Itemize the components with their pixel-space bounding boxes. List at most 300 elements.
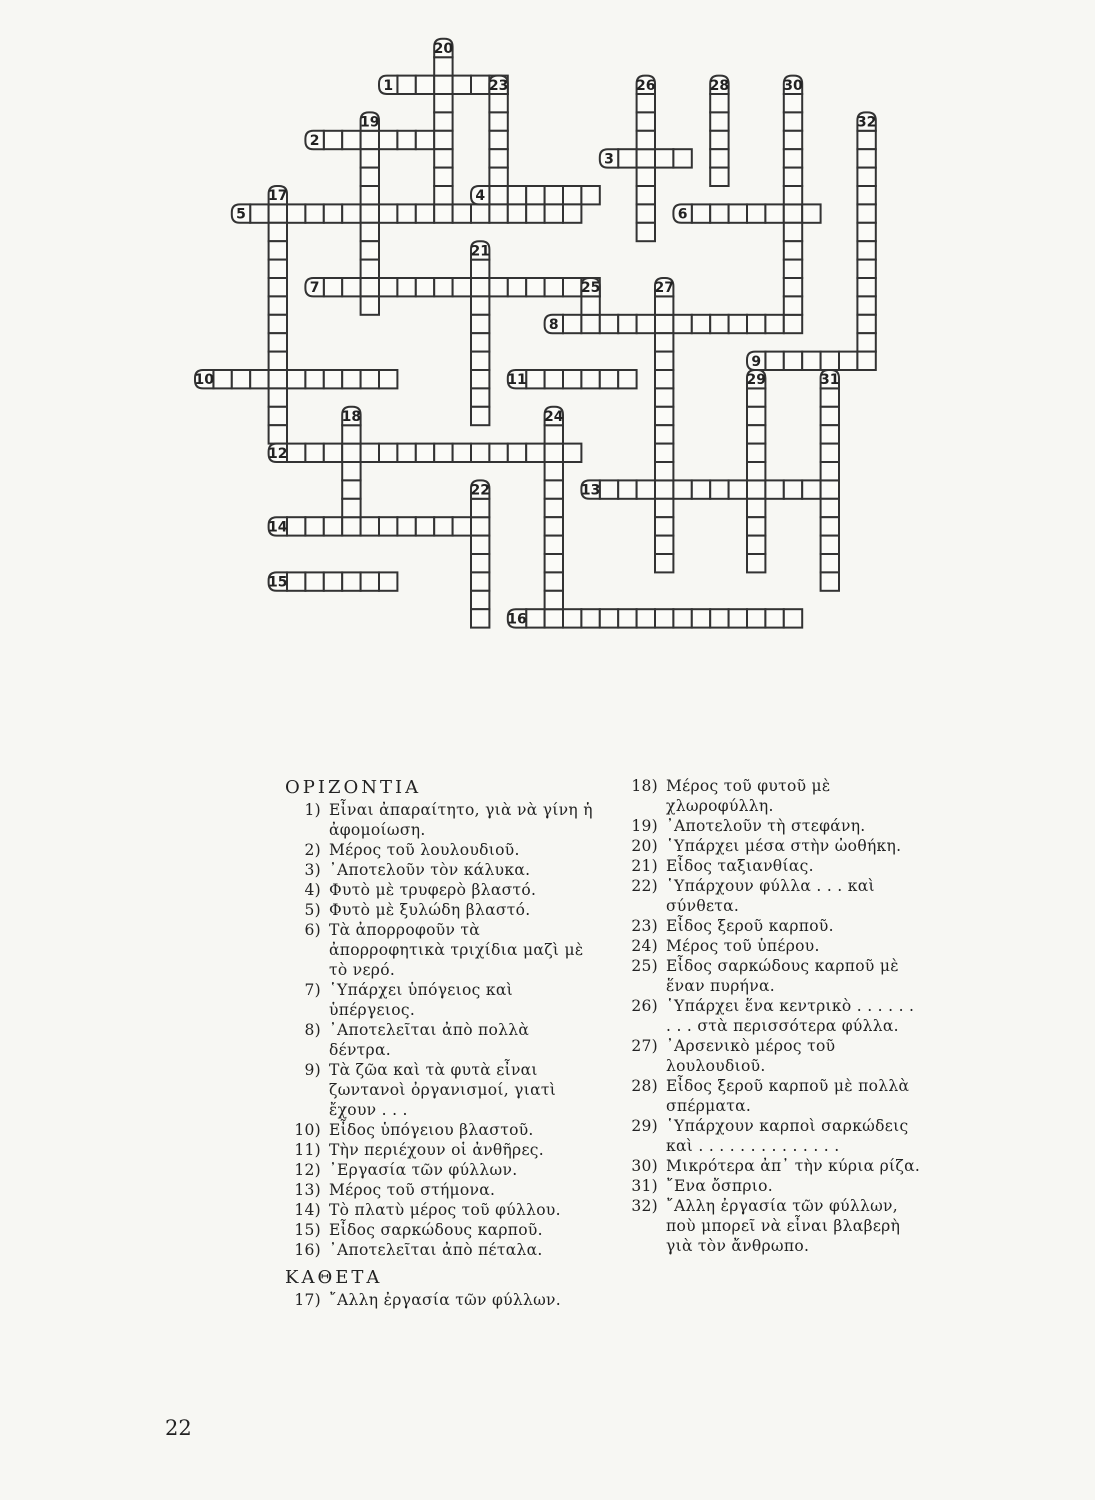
grid-cell <box>269 296 287 314</box>
clue-item <box>622 936 922 956</box>
grid-cell <box>471 444 489 462</box>
marker-number: 16 <box>507 611 527 628</box>
grid-cell <box>471 517 489 535</box>
clue-text: ᾿Εργασία τῶν φύλλων. <box>329 1161 518 1179</box>
grid-cell <box>361 260 379 278</box>
grid-cell <box>324 204 342 222</box>
grid-cell <box>692 315 710 333</box>
grid-cell <box>710 204 728 222</box>
grid-cell <box>269 278 287 296</box>
grid-cell <box>269 241 287 259</box>
grid-cell <box>305 370 323 388</box>
clue-number: 9) <box>304 1061 321 1079</box>
grid-cell <box>361 131 379 149</box>
grid-cell <box>655 480 673 498</box>
grid-cell <box>784 112 802 130</box>
grid-cell <box>821 554 839 572</box>
grid-cell <box>471 204 489 222</box>
clue-text: ῎Αλλη ἐργασία τῶν φύλλων, ποὺ μπορεῖ νὰ εἶναι βλαβερὴ γιὰ τὸν ἄνθρωπο. <box>666 1197 901 1255</box>
grid-cell <box>729 480 747 498</box>
clue-text: Εἶδος ξεροῦ καρποῦ. <box>666 917 834 935</box>
grid-cell <box>618 315 636 333</box>
clue-item <box>285 1140 595 1160</box>
grid-cell <box>526 609 544 627</box>
grid-cell <box>600 609 618 627</box>
grid-cell <box>545 517 563 535</box>
grid-cell <box>397 204 415 222</box>
marker-number: 30 <box>783 77 803 94</box>
grid-cell <box>857 131 875 149</box>
grid-cell <box>269 260 287 278</box>
grid-cell <box>508 186 526 204</box>
grid-cell <box>673 315 691 333</box>
marker-number: 31 <box>820 372 840 389</box>
grid-cell <box>489 131 507 149</box>
grid-cell <box>471 388 489 406</box>
marker-number: 9 <box>751 353 762 370</box>
grid-cell <box>655 462 673 480</box>
grid-cell <box>434 57 452 75</box>
grid-cell <box>784 315 802 333</box>
clue-number-marker-29 <box>746 370 765 388</box>
clue-text: Μέρος τοῦ φυτοῦ μὲ χλωροφύλλη. <box>666 777 831 815</box>
clue-number: 17) <box>294 1291 321 1309</box>
clue-number-marker-5 <box>232 204 250 222</box>
grid-cell <box>857 186 875 204</box>
grid-cell <box>397 131 415 149</box>
grid-cell <box>379 204 397 222</box>
grid-cell <box>324 131 342 149</box>
grid-cell <box>784 223 802 241</box>
clue-number: 29) <box>631 1117 658 1135</box>
clue-item <box>285 1240 595 1260</box>
clue-number: 15) <box>294 1221 321 1239</box>
marker-number: 12 <box>268 445 288 462</box>
grid-cell <box>692 204 710 222</box>
clue-number: 32) <box>631 1197 658 1215</box>
grid-cell <box>563 186 581 204</box>
grid-cell <box>305 517 323 535</box>
clue-number: 16) <box>294 1241 321 1259</box>
grid-cell <box>269 370 287 388</box>
grid-cell <box>342 131 360 149</box>
marker-number: 4 <box>475 188 486 205</box>
grid-cell <box>821 499 839 517</box>
clue-number-marker-15 <box>268 572 287 590</box>
grid-cell <box>471 554 489 572</box>
grid-cell <box>453 278 471 296</box>
grid-cell <box>379 444 397 462</box>
clue-number: 4) <box>304 881 321 899</box>
marker-number: 13 <box>580 482 601 499</box>
grid-cell <box>379 370 397 388</box>
clue-text: Εἶδος ὑπόγειου βλαστοῦ. <box>329 1121 534 1139</box>
clue-number-marker-18 <box>342 407 361 425</box>
grid-cell <box>747 388 765 406</box>
grid-cell <box>784 241 802 259</box>
grid-cell <box>342 444 360 462</box>
grid-cell <box>324 572 342 590</box>
grid-cell <box>600 315 618 333</box>
clue-number: 26) <box>631 997 658 1015</box>
clue-text: ᾿Αρσενικὸ μέρος τοῦ λουλουδιοῦ. <box>666 1037 836 1075</box>
marker-number: 24 <box>544 409 564 425</box>
grid-cell <box>545 572 563 590</box>
clue-17 <box>285 1290 595 1310</box>
grid-cell <box>471 370 489 388</box>
marker-number: 25 <box>580 280 601 297</box>
clue-item <box>285 800 595 840</box>
grid-cell <box>618 609 636 627</box>
clue-item <box>285 1200 595 1220</box>
grid-cell <box>361 186 379 204</box>
grid-cell <box>600 370 618 388</box>
clue-number: 20) <box>631 837 658 855</box>
clue-number-marker-2 <box>305 131 323 149</box>
marker-number: 11 <box>507 372 527 389</box>
grid-cell <box>545 554 563 572</box>
clue-number-marker-32 <box>857 112 876 130</box>
grid-cell <box>747 517 765 535</box>
grid-cell <box>342 462 360 480</box>
clue-text: Τὴν περιέχουν οἱ ἀνθῆρες. <box>329 1141 545 1159</box>
grid-cell <box>361 241 379 259</box>
grid-cell <box>710 131 728 149</box>
grid-cell <box>673 609 691 627</box>
clue-number-marker-3 <box>600 149 618 167</box>
grid-cell <box>434 149 452 167</box>
clue-text: Μέρος τοῦ ὑπέρου. <box>666 937 820 955</box>
grid-cell <box>269 315 287 333</box>
grid-cell <box>269 223 287 241</box>
marker-number: 27 <box>654 280 674 297</box>
grid-cell <box>361 444 379 462</box>
grid-cell <box>784 278 802 296</box>
grid-cell <box>655 425 673 443</box>
grid-cell <box>655 352 673 370</box>
grid-cell <box>508 204 526 222</box>
grid-cell <box>379 131 397 149</box>
marker-number: 6 <box>677 206 688 223</box>
grid-cell <box>637 204 655 222</box>
grid-cell <box>765 315 783 333</box>
grid-cell <box>434 112 452 130</box>
grid-cell <box>655 609 673 627</box>
clue-number: 10) <box>294 1121 321 1139</box>
clue-item <box>622 956 922 996</box>
grid-cell <box>397 444 415 462</box>
grid-cell <box>581 296 599 314</box>
grid-cell <box>710 168 728 186</box>
clue-number-marker-16 <box>507 609 526 627</box>
grid-cell <box>729 609 747 627</box>
grid-cell <box>784 149 802 167</box>
clue-number-marker-20 <box>434 39 454 57</box>
grid-cell <box>545 480 563 498</box>
clue-number-marker-26 <box>636 76 655 94</box>
grid-cell <box>545 536 563 554</box>
grid-cell <box>857 352 875 370</box>
clue-number-marker-9 <box>747 352 765 370</box>
grid-cell <box>710 112 728 130</box>
clue-text: Εἶδος σαρκώδους καρποῦ. <box>329 1221 543 1239</box>
marker-number: 18 <box>341 409 362 425</box>
clue-number-marker-6 <box>673 204 691 222</box>
clue-item <box>622 1116 922 1156</box>
clue-text: ῾Υπάρχει ὑπόγειος καὶ ὑπέργειος. <box>329 981 513 1019</box>
grid-cell <box>821 444 839 462</box>
grid-cell <box>489 168 507 186</box>
grid-cell <box>471 407 489 425</box>
grid-cell <box>655 388 673 406</box>
clue-item <box>285 1220 595 1240</box>
grid-cell <box>821 407 839 425</box>
grid-cell <box>434 76 452 94</box>
grid-cell <box>324 517 342 535</box>
clue-text: ῾Υπάρχουν καρποὶ σαρκώδεις καὶ . . . . . . . . . . . . . . <box>666 1117 909 1155</box>
grid-cell <box>361 149 379 167</box>
grid-cell <box>545 444 563 462</box>
clue-number: 24) <box>631 937 658 955</box>
marker-number: 21 <box>470 243 490 260</box>
grid-cell <box>618 149 636 167</box>
clue-text: ῾Υπάρχει ἕνα κεντρικὸ . . . . . . . . . στὰ περισσότερα φύλλα. <box>666 997 915 1035</box>
grid-cell <box>563 609 581 627</box>
grid-cell <box>545 278 563 296</box>
grid-cell <box>784 296 802 314</box>
grid-cell <box>526 204 544 222</box>
clue-number: 11) <box>294 1141 321 1159</box>
clue-text: Εἶδος σαρκώδους καρποῦ μὲ ἕναν πυρήνα. <box>666 957 899 995</box>
grid-cell <box>545 609 563 627</box>
grid-cell <box>747 499 765 517</box>
grid-cell <box>581 186 599 204</box>
grid-cell <box>305 572 323 590</box>
grid-cell <box>784 609 802 627</box>
grid-cell <box>637 186 655 204</box>
clue-text: Τὰ ζῶα καὶ τὰ φυτὰ εἶναι ζωντανοὶ ὀργανισμοί, γιατὶ ἔχουν . . . <box>329 1061 557 1119</box>
marker-number: 10 <box>194 372 214 389</box>
grid-cell <box>342 204 360 222</box>
grid-cell <box>857 333 875 351</box>
grid-cell <box>361 278 379 296</box>
grid-cell <box>471 278 489 296</box>
grid-cell <box>324 278 342 296</box>
grid-cell <box>489 149 507 167</box>
clue-number-marker-30 <box>783 76 803 94</box>
marker-number: 3 <box>604 151 614 168</box>
grid-cell <box>765 480 783 498</box>
clue-number: 12) <box>294 1161 321 1179</box>
grid-cell <box>784 204 802 222</box>
clue-number-marker-31 <box>820 370 839 388</box>
clue-text: Μέρος τοῦ στήμονα. <box>329 1181 496 1199</box>
across-clue-list <box>285 800 595 1260</box>
grid-cell <box>213 370 231 388</box>
marker-number: 1 <box>383 77 394 94</box>
grid-cell <box>655 333 673 351</box>
clue-number-marker-19 <box>360 112 379 130</box>
clue-item <box>622 816 922 836</box>
clue-number: 31) <box>631 1177 658 1195</box>
clue-number: 8) <box>304 1021 321 1039</box>
grid-cell <box>269 333 287 351</box>
grid-cell <box>305 204 323 222</box>
grid-cell <box>710 609 728 627</box>
marker-number: 14 <box>268 519 288 536</box>
grid-cell <box>471 296 489 314</box>
grid-cell <box>821 425 839 443</box>
clue-text: Εἶδος ταξιανθίας. <box>666 857 814 875</box>
grid-cell <box>379 517 397 535</box>
clue-number: 1) <box>304 801 321 819</box>
grid-cell <box>821 572 839 590</box>
clue-item <box>622 776 922 816</box>
clue-item <box>622 1176 922 1196</box>
clue-number-marker-12 <box>268 444 287 462</box>
grid-cell <box>821 536 839 554</box>
clue-text: ῎Ενα ὄσπριο. <box>666 1177 774 1195</box>
grid-cell <box>765 352 783 370</box>
grid-cell <box>342 425 360 443</box>
grid-cell <box>857 204 875 222</box>
clue-number-marker-28 <box>710 76 729 94</box>
grid-cell <box>839 352 857 370</box>
grid-cell <box>434 186 452 204</box>
clue-number-marker-22 <box>470 480 489 498</box>
clue-item <box>622 996 922 1036</box>
grid-cell <box>637 168 655 186</box>
grid-cell <box>545 370 563 388</box>
clue-text: Μικρότερα ἀπ᾿ τὴν κύρια ρίζα. <box>666 1157 921 1175</box>
clue-number: 21) <box>631 857 658 875</box>
marker-number: 26 <box>636 77 656 94</box>
clue-text: Τὸ πλατὺ μέρος τοῦ φύλλου. <box>329 1201 561 1219</box>
clue-item <box>285 920 595 980</box>
clue-item <box>285 880 595 900</box>
clue-item <box>285 980 595 1020</box>
grid-cell <box>508 278 526 296</box>
grid-cell <box>545 462 563 480</box>
clue-item <box>622 1036 922 1076</box>
grid-cell <box>637 609 655 627</box>
grid-cell <box>655 444 673 462</box>
grid-cell <box>563 315 581 333</box>
grid-cell <box>747 407 765 425</box>
grid-cell <box>361 296 379 314</box>
grid-cell <box>397 517 415 535</box>
grid-cell <box>545 186 563 204</box>
clue-item <box>285 860 595 880</box>
clue-text: ῎Αλλη ἐργασία τῶν φύλλων. <box>329 1291 561 1309</box>
page-number: 22 <box>165 1416 192 1440</box>
grid-cell <box>784 94 802 112</box>
grid-cell <box>361 168 379 186</box>
grid-cell <box>471 260 489 278</box>
grid-cell <box>784 480 802 498</box>
grid-cell <box>342 278 360 296</box>
clue-item <box>285 1020 595 1060</box>
grid-cell <box>655 554 673 572</box>
grid-cell <box>747 462 765 480</box>
clue-number-marker-8 <box>545 315 563 333</box>
grid-cell <box>655 517 673 535</box>
grid-cell <box>324 370 342 388</box>
clues-right-column <box>622 776 922 1256</box>
grid-cell <box>361 370 379 388</box>
grid-cell <box>581 609 599 627</box>
clue-number-marker-24 <box>544 407 564 425</box>
clue-number-marker-1 <box>379 76 397 94</box>
marker-number: 20 <box>433 41 454 57</box>
grid-cell <box>305 444 323 462</box>
grid-cell <box>581 370 599 388</box>
grid-cell <box>857 168 875 186</box>
grid-cell <box>361 517 379 535</box>
grid-cell <box>747 315 765 333</box>
marker-number: 17 <box>268 188 288 205</box>
grid-cell <box>857 223 875 241</box>
grid-cell <box>361 572 379 590</box>
grid-cell <box>232 370 250 388</box>
clue-number: 13) <box>294 1181 321 1199</box>
grid-cell <box>692 609 710 627</box>
clue-item <box>285 1160 595 1180</box>
grid-cell <box>784 260 802 278</box>
grid-cell <box>342 572 360 590</box>
grid-cell <box>434 278 452 296</box>
grid-cell <box>471 499 489 517</box>
clue-text: ᾿Αποτελεῖται ἀπὸ πολλὰ δέντρα. <box>329 1021 530 1059</box>
grid-cell <box>287 204 305 222</box>
grid-cell <box>269 204 287 222</box>
clue-item <box>622 916 922 936</box>
clue-number: 23) <box>631 917 658 935</box>
grid-cell <box>784 186 802 204</box>
grid-cell <box>857 315 875 333</box>
grid-cell <box>655 370 673 388</box>
grid-cell <box>563 444 581 462</box>
grid-cell <box>453 517 471 535</box>
grid-cell <box>710 480 728 498</box>
grid-cell <box>637 223 655 241</box>
clue-number-marker-11 <box>507 370 526 388</box>
grid-cell <box>434 204 452 222</box>
marker-number: 5 <box>236 206 246 223</box>
grid-cell <box>269 425 287 443</box>
clue-number-marker-23 <box>489 76 508 94</box>
grid-cell <box>471 315 489 333</box>
grid-cell <box>287 444 305 462</box>
grid-cell <box>655 315 673 333</box>
grid-cell <box>729 315 747 333</box>
grid-cell <box>545 425 563 443</box>
clue-text: ᾿Αποτελεῖται ἀπὸ πέταλα. <box>329 1241 543 1259</box>
grid-cell <box>747 554 765 572</box>
grid-cell <box>379 278 397 296</box>
clues-left-column <box>285 774 595 1310</box>
clue-number-marker-14 <box>268 517 288 535</box>
grid-cell <box>563 370 581 388</box>
grid-cell <box>563 278 581 296</box>
clue-number: 25) <box>631 957 658 975</box>
clue-number-marker-7 <box>305 278 323 296</box>
grid-cell <box>710 149 728 167</box>
grid-cell <box>416 204 434 222</box>
grid-cell <box>545 591 563 609</box>
clue-number: 5) <box>304 901 321 919</box>
grid-cell <box>379 572 397 590</box>
